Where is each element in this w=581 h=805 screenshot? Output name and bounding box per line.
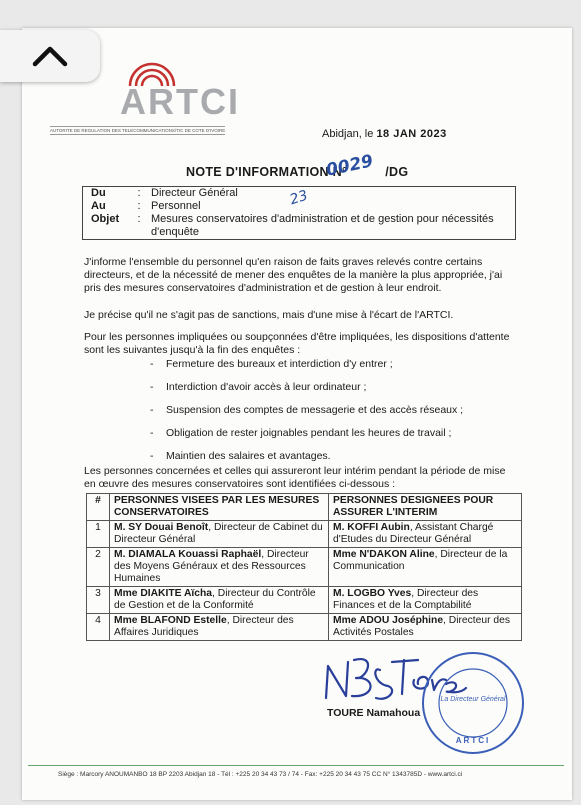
table-row: 4 Mme BLAFOND Estelle, Directeur des Affaires Juridiques Mme ADOU Joséphine, Directeur des Activités Postales <box>87 614 522 641</box>
paragraph-dispositions: Pour les personnes impliquées ou soupçonnées d'être impliquées, les dispositions d'attente sont les suivantes jusqu'à la fin des enquêtes : <box>84 331 510 356</box>
footer-address: Siège : Marcory ANOUMANBO 18 BP 2203 Abidjan 18 - Tél : +225 20 34 43 73 / 74 - Fax: +225 20 34 43 75 CC N° 1343785D - www.artci.ci <box>58 771 463 778</box>
measures-list <box>150 358 463 473</box>
document-title <box>186 165 408 179</box>
table-intro: Les personnes concernées et celles qui assureront leur intérim pendant la période de mise en œuvre des mesures conservatoires sont identifiées ci-dessous : <box>84 465 506 490</box>
footer-divider <box>28 765 564 766</box>
title-suffix: /DG <box>385 165 409 179</box>
col-header-targeted: PERSONNES VISEES PAR LES MESURES CONSERVATOIRES <box>110 494 329 521</box>
date-place: Abidjan, le <box>322 128 374 140</box>
logo-text: ARTCI <box>120 81 240 122</box>
list-item: - Fermeture des bureaux et interdiction d'y entrer ; <box>150 358 463 381</box>
col-header-interim: PERSONNES DESIGNEES POUR ASSURER L'INTERIM <box>329 494 522 521</box>
logo-subtitle: AUTORITE DE REGULATION DES TELECOMMUNICATIONS/TIC DE COTE D'IVOIRE <box>50 128 226 133</box>
date-line <box>322 128 447 140</box>
paragraph-precision: Je précise qu'il ne s'agit pas de sanctions, mais d'une mise à l'écart de l'ARTCI. <box>84 309 454 321</box>
header-row-to: Au : Personnel <box>91 200 201 212</box>
header-table <box>82 186 516 240</box>
date-value: 18 JAN 2023 <box>376 128 447 140</box>
list-item: - Obligation de rester joignables pendant les heures de travail ; <box>150 427 463 450</box>
header-row-from: Du : Directeur Général <box>91 187 238 199</box>
table-row: 1 M. SY Douai Benoît, Directeur de Cabinet du Directeur Général M. KOFFI Aubin, Assistant Chargé d'Etudes du Directeur Général <box>87 521 522 548</box>
header-row-subject: Objet : Mesures conservatoires d'administration et de gestion pour nécessités d'enquête <box>91 213 494 238</box>
table-row: 3 Mme DIAKITE Aïcha, Directeur du Contrôle de Gestion et de la Conformité M. LOGBO Yves, Directeur des Finances et de la Comptabilité <box>87 587 522 614</box>
list-item: - Suspension des comptes de messagerie et des accès réseaux ; <box>150 404 463 427</box>
stamp-ring-text: ARTCI <box>455 736 491 745</box>
title-number: 0029 <box>324 151 375 181</box>
stamp-text: La Directeur Général <box>440 696 506 703</box>
signatory-name: TOURE Namahoua <box>327 707 421 719</box>
persons-table <box>86 493 522 641</box>
back-button[interactable] <box>0 30 100 82</box>
col-header-number: # <box>87 494 110 521</box>
handwritten-number: 23 <box>287 187 310 209</box>
list-item: - Interdiction d'avoir accès à leur ordinateur ; <box>150 381 463 404</box>
document-page <box>22 28 572 800</box>
title-prefix: NOTE D'INFORMATION N° <box>186 165 348 179</box>
paragraph-intro: J'informe l'ensemble du personnel qu'en raison de faits graves relevés contre certains directeurs, et de la nécessité de mener des enquêtes de la manière la plus appropriée, j'ai pris des mesures conservatoires d'administration et de gestion à leur endroit. <box>84 256 503 294</box>
chevron-up-icon <box>31 44 69 68</box>
official-stamp <box>420 650 526 756</box>
table-row: 2 M. DIAMALA Kouassi Raphaël, Directeur des Moyens Généraux et des Ressources Humaines Mme N'DAKON Aline, Directeur de la Communication <box>87 548 522 587</box>
list-item: - Maintien des salaires et avantages. <box>150 450 463 473</box>
